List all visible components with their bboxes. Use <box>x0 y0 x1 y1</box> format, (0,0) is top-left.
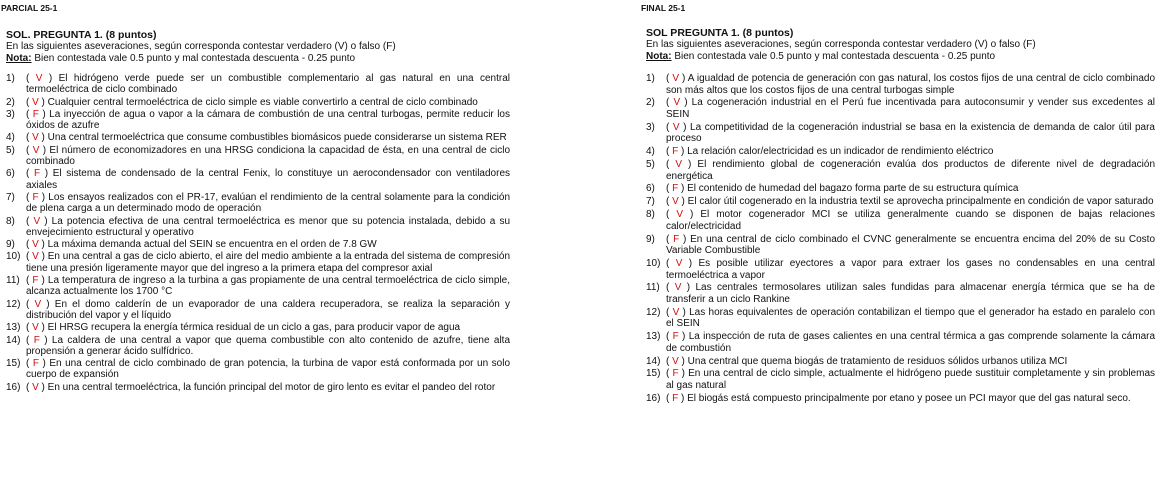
statement-text-wrap: ( F ) El sistema de condensado de la central Fenix, lo constituye un aerocondensador con ventiladores axiales <box>26 168 511 191</box>
statement-item <box>646 258 1155 281</box>
statement-list <box>646 73 1155 404</box>
question-title: SOL PREGUNTA 1. (8 puntos) <box>646 27 794 39</box>
statement-text: La relación calor/electricidad es un indicador de rendimiento eléctrico <box>687 146 994 158</box>
statement-text-wrap: ( F ) Los ensayos realizados con el PR-17, evalúan el rendimiento de la central solamente para la condición de plena carga a un determinado modo de operación <box>26 191 511 215</box>
statement-text: En una central de ciclo combinado el CVNC generalmente se encuentra encima del 20% de su Costo Variable Combustible <box>666 233 1155 257</box>
statement-item <box>646 393 1155 405</box>
statement-text-wrap: ( V ) La potencia efectiva de una central termoeléctrica es menor que su potencia instalada, debido a su envejecimiento estructural y operativo <box>26 215 511 238</box>
statement-item <box>646 331 1155 354</box>
answer-mark: F <box>672 368 679 380</box>
statement-text-wrap: ( F ) En una central de ciclo combinado el CVNC generalmente se encuentra encima del 20% de su Costo Variable Combustible <box>666 233 1155 257</box>
statement-number: 3) <box>6 108 15 120</box>
left-exam-column <box>0 0 510 394</box>
statement-text: Una central termoeléctrica que consume combustibles biomásicos puede considerarse un sistema RER <box>47 132 507 144</box>
answer-mark: F <box>33 334 40 346</box>
statement-text-wrap: ( V ) El HRSG recupera la energía térmica residual de un ciclo a gas, para producir vapor de agua <box>26 322 461 334</box>
statement-item <box>6 382 510 393</box>
statement-text-wrap: ( V ) Cualquier central termoeléctrica de ciclo simple es viable convertirlo a central de ciclo combinado <box>26 96 478 108</box>
statement-text-wrap: ( V ) El rendimiento global de cogeneración evalúa dos productos de diferente nivel de degradación energética <box>666 159 1156 182</box>
answer-mark: V <box>34 298 42 310</box>
statement-item <box>6 132 510 143</box>
statement-item <box>6 216 510 239</box>
statement-number: 16) <box>6 381 21 393</box>
statement-text: La inyección de agua o vapor a la cámara de combustión de una central turbogas, permite reducir los óxidos de azufre <box>26 108 510 132</box>
statement-text: La inspección de ruta de gases calientes en una central térmica a gas comprende solamente la cámara de combustión <box>666 331 1156 354</box>
statement-number: 12) <box>646 306 661 318</box>
note-label: Nota: <box>6 52 32 64</box>
statement-number: 15) <box>6 358 21 370</box>
answer-mark: V <box>672 121 680 133</box>
statement-item <box>646 122 1155 145</box>
answer-mark: V <box>672 73 679 84</box>
statement-item <box>6 275 510 298</box>
instruction-text: En las siguientes aseveraciones, según corresponda contestar verdadero (V) o falso (F) <box>646 39 1036 50</box>
statement-text: El motor cogenerador MCI se utiliza generalmente cuando se disponen de bajas relaciones calor/electricidad <box>666 209 1155 232</box>
statement-item <box>646 356 1155 368</box>
answer-mark: V <box>32 381 39 393</box>
statement-text: En una central de ciclo simple, actualmente el hidrógeno puede sustituir completamente y sin problemas al gas natural <box>666 368 1156 391</box>
answer-mark: V <box>673 97 681 109</box>
answer-mark: F <box>32 108 39 120</box>
answer-mark: V <box>675 159 683 171</box>
statement-text-wrap: ( V ) El motor cogenerador MCI se utiliza generalmente cuando se disponen de bajas relaciones calor/electricidad <box>666 209 1155 232</box>
answer-mark: V <box>32 96 39 108</box>
statement-item <box>646 307 1155 330</box>
note-text: Bien contestada vale 0.5 punto y mal contestada descuenta - 0.25 punto <box>31 52 356 64</box>
statement-text: El rendimiento global de cogeneración evalúa dos productos de diferente nivel de degradación energética <box>666 159 1156 182</box>
statement-number: 9) <box>6 239 15 251</box>
statement-text-wrap: ( V ) Las horas equivalentes de operación contabilizan el tiempo que el generador ha estado en paralelo con el SEIN <box>666 306 1156 330</box>
answer-mark: V <box>676 209 683 221</box>
statement-item <box>6 322 510 333</box>
statement-text-wrap: ( F ) La temperatura de ingreso a la turbina a gas propiamente de una central termoeléctrica de ciclo simple, alcanza actualmente los 1700 °C <box>26 275 511 298</box>
statement-item <box>646 183 1155 195</box>
answer-mark: F <box>32 358 39 370</box>
statement-text: El HRSG recupera la energía térmica residual de un ciclo a gas, para producir vapor de agua <box>47 322 461 334</box>
statement-text-wrap: ( F ) El contenido de humedad del bagazo forma parte de su estructura química <box>666 183 1019 195</box>
statement-text: El biogás está compuesto principalmente por etano y posee un PCI mayor que del gas natural seco. <box>687 392 1131 404</box>
statement-item <box>6 192 510 215</box>
question-block <box>640 27 1155 404</box>
statement-text-wrap: ( V ) La competitividad de la cogeneración industrial se basa en la existencia de demanda de calor útil para proceso <box>666 121 1155 145</box>
statement-text-wrap: ( V ) Es posible utilizar eyectores a vapor para extraer los gases no condensables en una central termoeléctrica a vapor <box>666 258 1155 281</box>
statement-item <box>6 168 510 191</box>
statement-text-wrap: ( F ) La inspección de ruta de gases calientes en una central térmica a gas comprende solamente la cámara de combustión <box>666 331 1156 354</box>
note-line <box>646 51 1155 63</box>
statement-text: El contenido de humedad del bagazo forma parte de su estructura química <box>687 183 1019 195</box>
statement-text: En el domo calderín de un evaporador de una caldera recuperadora, se realiza la separación y distribución del vapor y el líquido <box>26 298 510 321</box>
answer-mark: V <box>33 215 41 227</box>
statement-item <box>6 73 510 96</box>
statement-text: En una central de ciclo combinado de gran potencia, la turbina de vapor está conformada por un solo cuerpo de expansión <box>26 358 511 381</box>
statement-text: La máxima demanda actual del SEIN se encuentra en el orden de 7.8 GW <box>47 239 377 251</box>
statement-text-wrap: ( V ) En una central a gas de ciclo abierto, el aire del medio ambiente a la entrada del sistema de compresión tiene una presión ligeramente mayor que del ingreso a la primera etapa del compresor axial <box>26 251 511 274</box>
statement-text: El hidrógeno verde puede ser un combustible complementario al gas natural en una central termoeléctrica de ciclo combinado <box>26 73 511 96</box>
note-label: Nota: <box>646 50 672 62</box>
statement-number: 7) <box>646 196 655 208</box>
statement-number: 11) <box>646 282 660 294</box>
statement-text: Los ensayos realizados con el PR-17, evalúan el rendimiento de la central solamente para la condición de plena carga a un determinado modo de operación <box>26 191 511 215</box>
answer-mark: F <box>672 146 679 158</box>
statement-number: 7) <box>6 191 15 203</box>
statement-number: 9) <box>646 233 655 245</box>
statement-text: Las centrales termosolares utilizan sales fundidas para almacenar energía térmica que se ha de transferir a un ciclo Rankine <box>666 282 1156 305</box>
statement-item <box>646 368 1155 391</box>
statement-item <box>646 196 1155 208</box>
statement-text-wrap: ( V ) La cogeneración industrial en el Perú fue incentivada para autoconsumir y vender sus excedentes al SEIN <box>666 97 1156 120</box>
statement-text: Las horas equivalentes de operación contabilizan el tiempo que el generador ha estado en paralelo con el SEIN <box>666 306 1156 330</box>
statement-number: 10) <box>6 251 21 263</box>
statement-number: 10) <box>646 258 661 270</box>
statement-text-wrap: ( V ) La máxima demanda actual del SEIN se encuentra en el orden de 7.8 GW <box>26 239 377 251</box>
answer-mark: V <box>672 306 680 318</box>
answer-mark: V <box>32 132 39 144</box>
statement-number: 1) <box>6 73 15 84</box>
statement-number: 3) <box>646 121 655 133</box>
statement-text: En una central a gas de ciclo abierto, el aire del medio ambiente a la entrada del sistema de compresión tiene una presión ligeramente mayor que del ingreso a la primera etapa del compresor axial <box>26 251 511 274</box>
statement-number: 6) <box>646 183 655 195</box>
statement-item <box>646 97 1155 120</box>
statement-text-wrap: ( F ) En una central de ciclo simple, actualmente el hidrógeno puede sustituir completamente y sin problemas al gas natural <box>666 368 1156 391</box>
exam-label: FINAL 25-1 <box>641 3 686 13</box>
statement-text: A igualdad de potencia de generación con gas natural, los costos fijos de una central de ciclo combinado son más altos que los costos fijos de una central turbogas simple <box>666 73 1156 96</box>
statement-item <box>6 251 510 274</box>
statement-text: Es posible utilizar eyectores a vapor para extraer los gases no condensables en una central termoeléctrica a vapor <box>666 258 1155 281</box>
answer-mark: V <box>35 73 43 84</box>
statement-text-wrap: ( V ) A igualdad de potencia de generación con gas natural, los costos fijos de una central de ciclo combinado son más altos que los costos fijos de una central turbogas simple <box>666 73 1156 96</box>
statement-number: 2) <box>6 96 15 108</box>
statement-number: 12) <box>6 298 21 310</box>
statement-number: 5) <box>6 144 15 156</box>
statement-number: 14) <box>6 334 21 346</box>
statement-text-wrap: ( F ) La caldera de una central a vapor que quema combustible con alto contenido de azufre, tiene alta propensión a generar ácido sulfídrico. <box>26 334 511 357</box>
statement-text-wrap: ( F ) La inyección de agua o vapor a la cámara de combustión de una central turbogas, permite reducir los óxidos de azufre <box>26 108 510 132</box>
answer-mark: F <box>672 392 679 404</box>
statement-text: Una central que quema biogás de tratamiento de residuos sólidos urbanos utiliza MCI <box>687 355 1068 367</box>
statement-item <box>6 109 510 132</box>
statement-number: 13) <box>646 331 661 343</box>
statement-number: 8) <box>6 215 15 227</box>
statement-item <box>646 146 1155 158</box>
statement-list <box>6 73 510 393</box>
note-text: Bien contestada vale 0.5 punto y mal contestada descuenta - 0.25 punto <box>671 50 996 62</box>
answer-mark: V <box>32 322 39 334</box>
instruction-text: En las siguientes aseveraciones, según corresponda contestar verdadero (V) o falso (F) <box>6 41 396 52</box>
statement-item <box>6 145 510 168</box>
exam-label: PARCIAL 25-1 <box>1 3 58 13</box>
answer-mark: F <box>672 331 679 343</box>
statement-number: 15) <box>646 368 661 380</box>
statement-number: 4) <box>646 146 655 158</box>
statement-text: La cogeneración industrial en el Perú fue incentivada para autoconsumir y vender sus excedentes al SEIN <box>666 97 1156 120</box>
statement-text-wrap: ( V ) En el domo calderín de un evaporador de una caldera recuperadora, se realiza la separación y distribución del vapor y el líquido <box>26 298 510 321</box>
statement-number: 16) <box>646 392 661 404</box>
statement-text-wrap: ( V ) Una central termoeléctrica que consume combustibles biomásicos puede considerarse un sistema RER <box>26 132 507 144</box>
statement-item <box>646 209 1155 232</box>
answer-mark: V <box>672 196 679 208</box>
statement-text: La competitividad de la cogeneración industrial se basa en la existencia de demanda de calor útil para proceso <box>666 121 1155 145</box>
statement-item <box>6 97 510 108</box>
statement-item <box>646 282 1155 305</box>
statement-text: El sistema de condensado de la central Fenix, lo constituye un aerocondensador con ventiladores axiales <box>26 168 511 191</box>
statement-text: En una central termoeléctrica, la función principal del motor de giro lento es evitar el pandeo del rotor <box>47 381 496 393</box>
statement-text-wrap: ( V ) El calor útil cogenerado en la industria textil se aprovecha principalmente en condición de vapor saturado <box>666 196 1154 208</box>
answer-mark: F <box>673 233 680 245</box>
statement-number: 5) <box>646 159 655 171</box>
statement-number: 2) <box>646 97 655 109</box>
statement-item <box>6 299 510 322</box>
right-exam-column <box>640 0 1155 406</box>
statement-text: El calor útil cogenerado en la industria textil se aprovecha principalmente en condición de vapor saturado <box>687 196 1154 208</box>
question-block <box>0 29 510 393</box>
statement-item <box>646 159 1155 182</box>
statement-number: 1) <box>646 73 655 84</box>
statement-text-wrap: ( V ) El hidrógeno verde puede ser un combustible complementario al gas natural en una central termoeléctrica de ciclo combinado <box>26 73 511 96</box>
question-title: SOL. PREGUNTA 1. (8 puntos) <box>6 29 157 41</box>
answer-mark: F <box>33 168 41 180</box>
statement-item <box>646 234 1155 257</box>
statement-text-wrap: ( F ) En una central de ciclo combinado de gran potencia, la turbina de vapor está conformada por un solo cuerpo de expansión <box>26 358 511 381</box>
statement-text: Cualquier central termoeléctrica de ciclo simple es viable convertirlo a central de ciclo combinado <box>47 96 478 108</box>
statement-number: 6) <box>6 168 15 180</box>
statement-number: 8) <box>646 209 655 221</box>
statement-text-wrap: ( F ) El biogás está compuesto principalmente por etano y posee un PCI mayor que del gas natural seco. <box>666 392 1131 404</box>
answer-mark: V <box>675 258 683 270</box>
answer-mark: V <box>32 251 39 263</box>
statement-item <box>6 239 510 250</box>
answer-mark: F <box>32 275 39 287</box>
statement-text-wrap: ( V ) En una central termoeléctrica, la función principal del motor de giro lento es evitar el pandeo del rotor <box>26 381 496 393</box>
answer-mark: V <box>674 282 682 294</box>
statement-item <box>6 335 510 358</box>
note-line <box>6 53 510 65</box>
statement-text: La potencia efectiva de una central termoeléctrica es menor que su potencia instalada, debido a su envejecimiento estructural y operativo <box>26 215 511 238</box>
answer-mark: F <box>32 191 39 203</box>
statement-text: La caldera de una central a vapor que quema combustible con alto contenido de azufre, tiene alta propensión a generar ácido sulfídrico. <box>26 334 511 357</box>
statement-text-wrap: ( V ) El número de economizadores en una HRSG condiciona la capacidad de ésta, en una central de ciclo combinado <box>26 144 511 168</box>
statement-text-wrap: ( F ) La relación calor/electricidad es un indicador de rendimiento eléctrico <box>666 146 994 158</box>
statement-number: 14) <box>646 355 661 367</box>
statement-item <box>646 73 1155 96</box>
statement-text-wrap: ( V ) Una central que quema biogás de tratamiento de residuos sólidos urbanos utiliza MCI <box>666 355 1068 367</box>
statement-number: 13) <box>6 322 21 334</box>
statement-number: 11) <box>6 275 20 287</box>
statement-text: El número de economizadores en una HRSG condiciona la capacidad de ésta, en una central de ciclo combinado <box>26 144 511 168</box>
statement-text-wrap: ( V ) Las centrales termosolares utilizan sales fundidas para almacenar energía térmica que se ha de transferir a un ciclo Rankine <box>666 282 1156 305</box>
answer-mark: F <box>672 183 679 195</box>
answer-mark: V <box>672 355 679 367</box>
statement-text: La temperatura de ingreso a la turbina a gas propiamente de una central termoeléctrica de ciclo simple, alcanza actualmente los 1700 °C <box>26 275 511 298</box>
statement-item <box>6 358 510 381</box>
answer-mark: V <box>32 144 40 156</box>
statement-number: 4) <box>6 132 15 144</box>
answer-mark: V <box>32 239 39 251</box>
